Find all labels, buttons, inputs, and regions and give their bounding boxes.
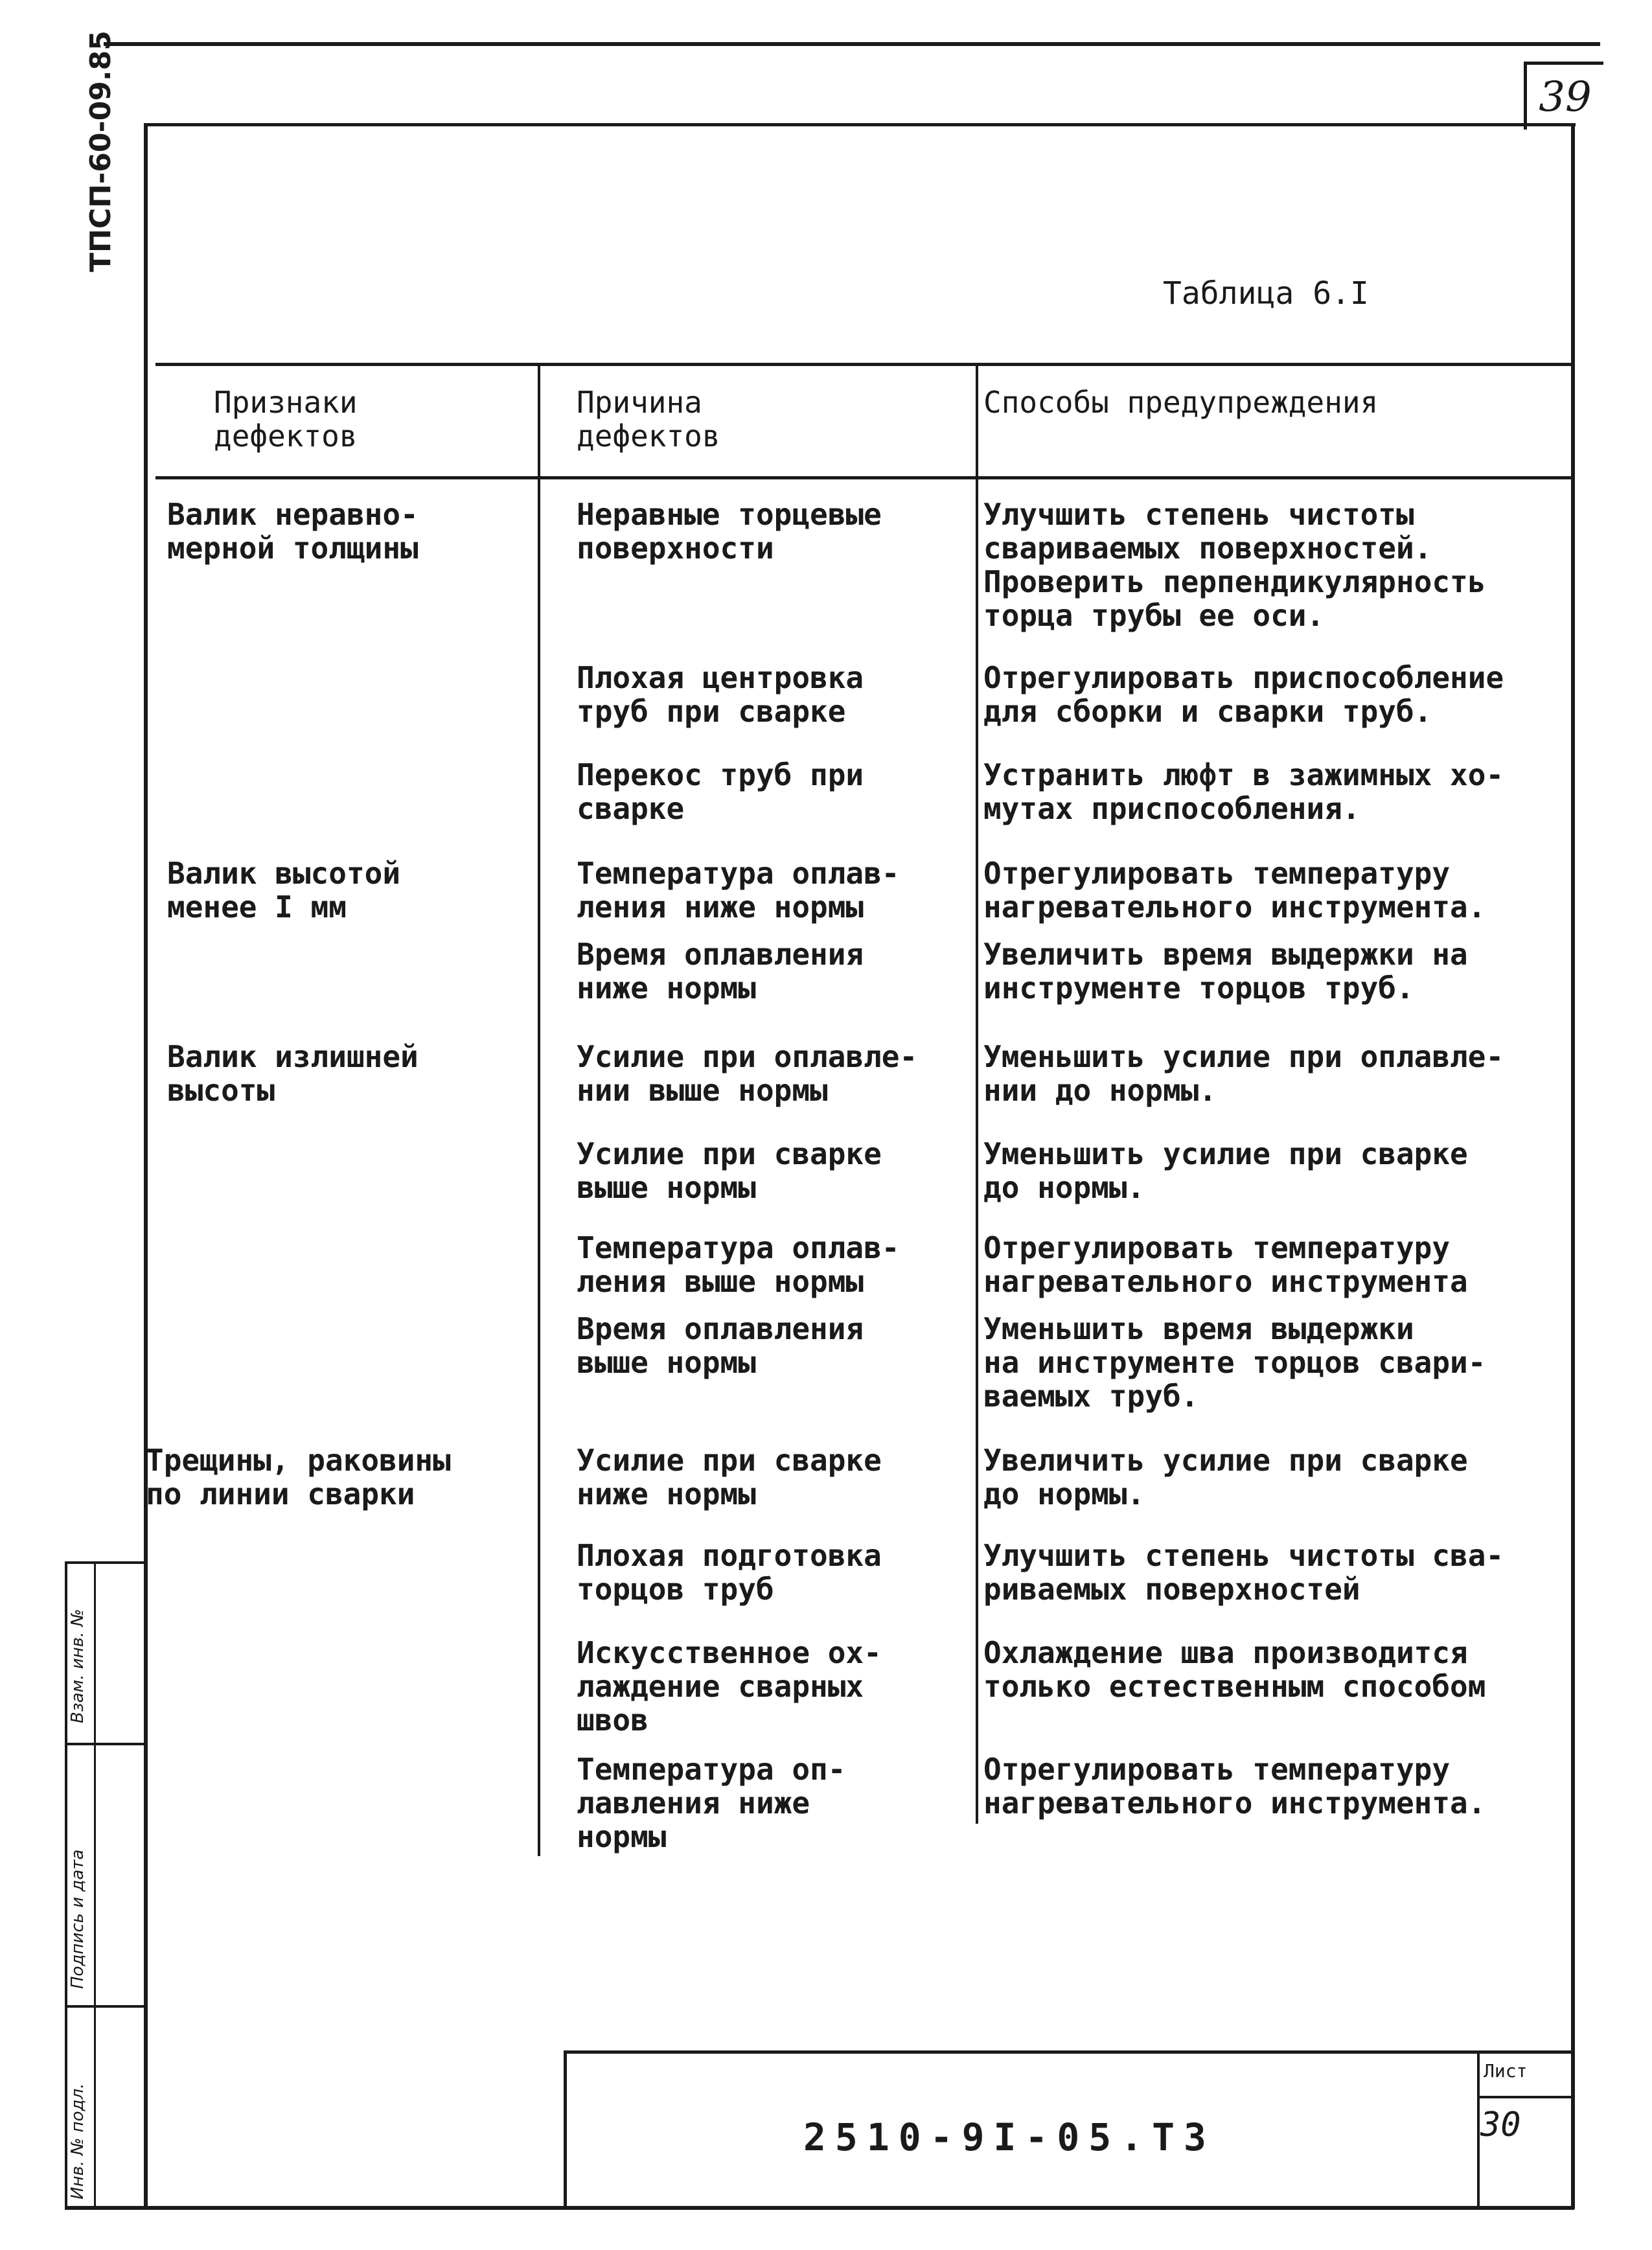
table-header-divider (155, 476, 1571, 479)
defect-cause: Плохая центровка труб при сварке (577, 660, 864, 729)
prevention-method: Улучшить степень чистоты свариваемых поверхностей. Проверить перпендикулярность торца трубы ее оси. (983, 497, 1486, 633)
top-rule (104, 42, 1600, 46)
defect-cause: Усилие при сварке выше нормы (577, 1136, 882, 1205)
table-title: Таблица 6.I (1163, 275, 1369, 312)
defect-cause: Время оплавления выше нормы (577, 1311, 864, 1380)
defect-cause: Температура оп- лавления ниже нормы (577, 1752, 846, 1854)
prevention-method: Увеличить усилие при сварке до нормы. (983, 1443, 1468, 1511)
defect-sign: Валик высотой менее I мм (167, 856, 401, 924)
prevention-method: Уменьшить время выдержки на инструменте торцов свари- ваемых труб. (983, 1311, 1486, 1414)
defect-sign: Валик излишней высоты (167, 1039, 419, 1108)
defect-cause: Неравные торцевые поверхности (577, 497, 882, 566)
defect-cause: Усилие при сварке ниже нормы (577, 1443, 882, 1511)
prevention-method: Уменьшить усилие при оплавле- нии до нормы. (983, 1039, 1504, 1108)
defect-cause: Температура оплав- ления выше нормы (577, 1230, 900, 1299)
sheet-box-divider (1477, 2096, 1574, 2098)
defect-cause: Перекос труб при сварке (577, 757, 864, 826)
sheet-number: 30 (1480, 2106, 1521, 2144)
defect-sign: Трещины, раковины по линии сварки (146, 1443, 451, 1511)
prevention-method: Отрегулировать температуру нагревательного инструмента. (983, 856, 1486, 924)
stamp-divider (65, 2005, 146, 2008)
stamp-strip-left (65, 1561, 67, 2209)
prevention-method: Устранить люфт в зажимных хо- мутах приспособления. (983, 757, 1504, 826)
prevention-method: Улучшить степень чистоты сва- риваемых поверхностей (983, 1538, 1504, 1607)
prevention-method: Увеличить время выдержки на инструменте торцов труб. (983, 937, 1468, 1005)
frame-bottom (65, 2206, 1574, 2210)
prevention-method: Уменьшить усилие при сварке до нормы. (983, 1136, 1468, 1205)
column-header-signs: Признаки дефектов (214, 385, 358, 453)
table-top-border (155, 363, 1571, 366)
col-divider-1 (538, 366, 540, 1856)
sheet-box-left (1477, 2050, 1480, 2209)
column-header-causes: Причина дефектов (577, 385, 720, 453)
defect-cause: Время оплавления ниже нормы (577, 937, 864, 1005)
stamp-divider (65, 1743, 146, 1745)
defect-cause: Температура оплав- ления ниже нормы (577, 856, 900, 924)
stamp-divider (65, 1561, 146, 1564)
document-number: 2510-9I-05.ТЗ (803, 2115, 1215, 2159)
prevention-method: Отрегулировать температуру нагревательного инструмента (983, 1230, 1468, 1299)
page-number: 39 (1524, 62, 1603, 130)
defect-sign: Валик неравно- мерной толщины (167, 497, 419, 566)
col-divider-2 (976, 366, 978, 1824)
stamp-inner-line (94, 1561, 96, 2209)
stamp-sign-label: Подпись и дата (68, 1849, 87, 1989)
prevention-method: Отрегулировать температуру нагревательного инструмента. (983, 1752, 1486, 1820)
sheet-label: Лист (1484, 2060, 1528, 2082)
prevention-method: Охлаждение шва производится только естественным способом (983, 1635, 1486, 1704)
defect-cause: Искусственное ох- лаждение сварных швов (577, 1635, 882, 1738)
column-header-remedies: Способы предупреждения (983, 385, 1379, 420)
frame-top (144, 123, 1576, 126)
frame-right (1571, 126, 1575, 2209)
stamp-inv2-label: Взам. инв. № (68, 1609, 87, 1723)
prevention-method: Отрегулировать приспособление для сборки и сварки труб. (983, 660, 1504, 729)
stamp-inv-label: Инв. № подл. (68, 2083, 87, 2199)
frame-left (144, 123, 148, 2209)
title-block-top (564, 2050, 1574, 2054)
defect-cause: Усилие при оплавле- нии выше нормы (577, 1039, 918, 1108)
title-block-left (564, 2050, 567, 2209)
side-document-code: ТПСП-60-09.85 (84, 30, 117, 272)
defect-cause: Плохая подготовка торцов труб (577, 1538, 882, 1607)
